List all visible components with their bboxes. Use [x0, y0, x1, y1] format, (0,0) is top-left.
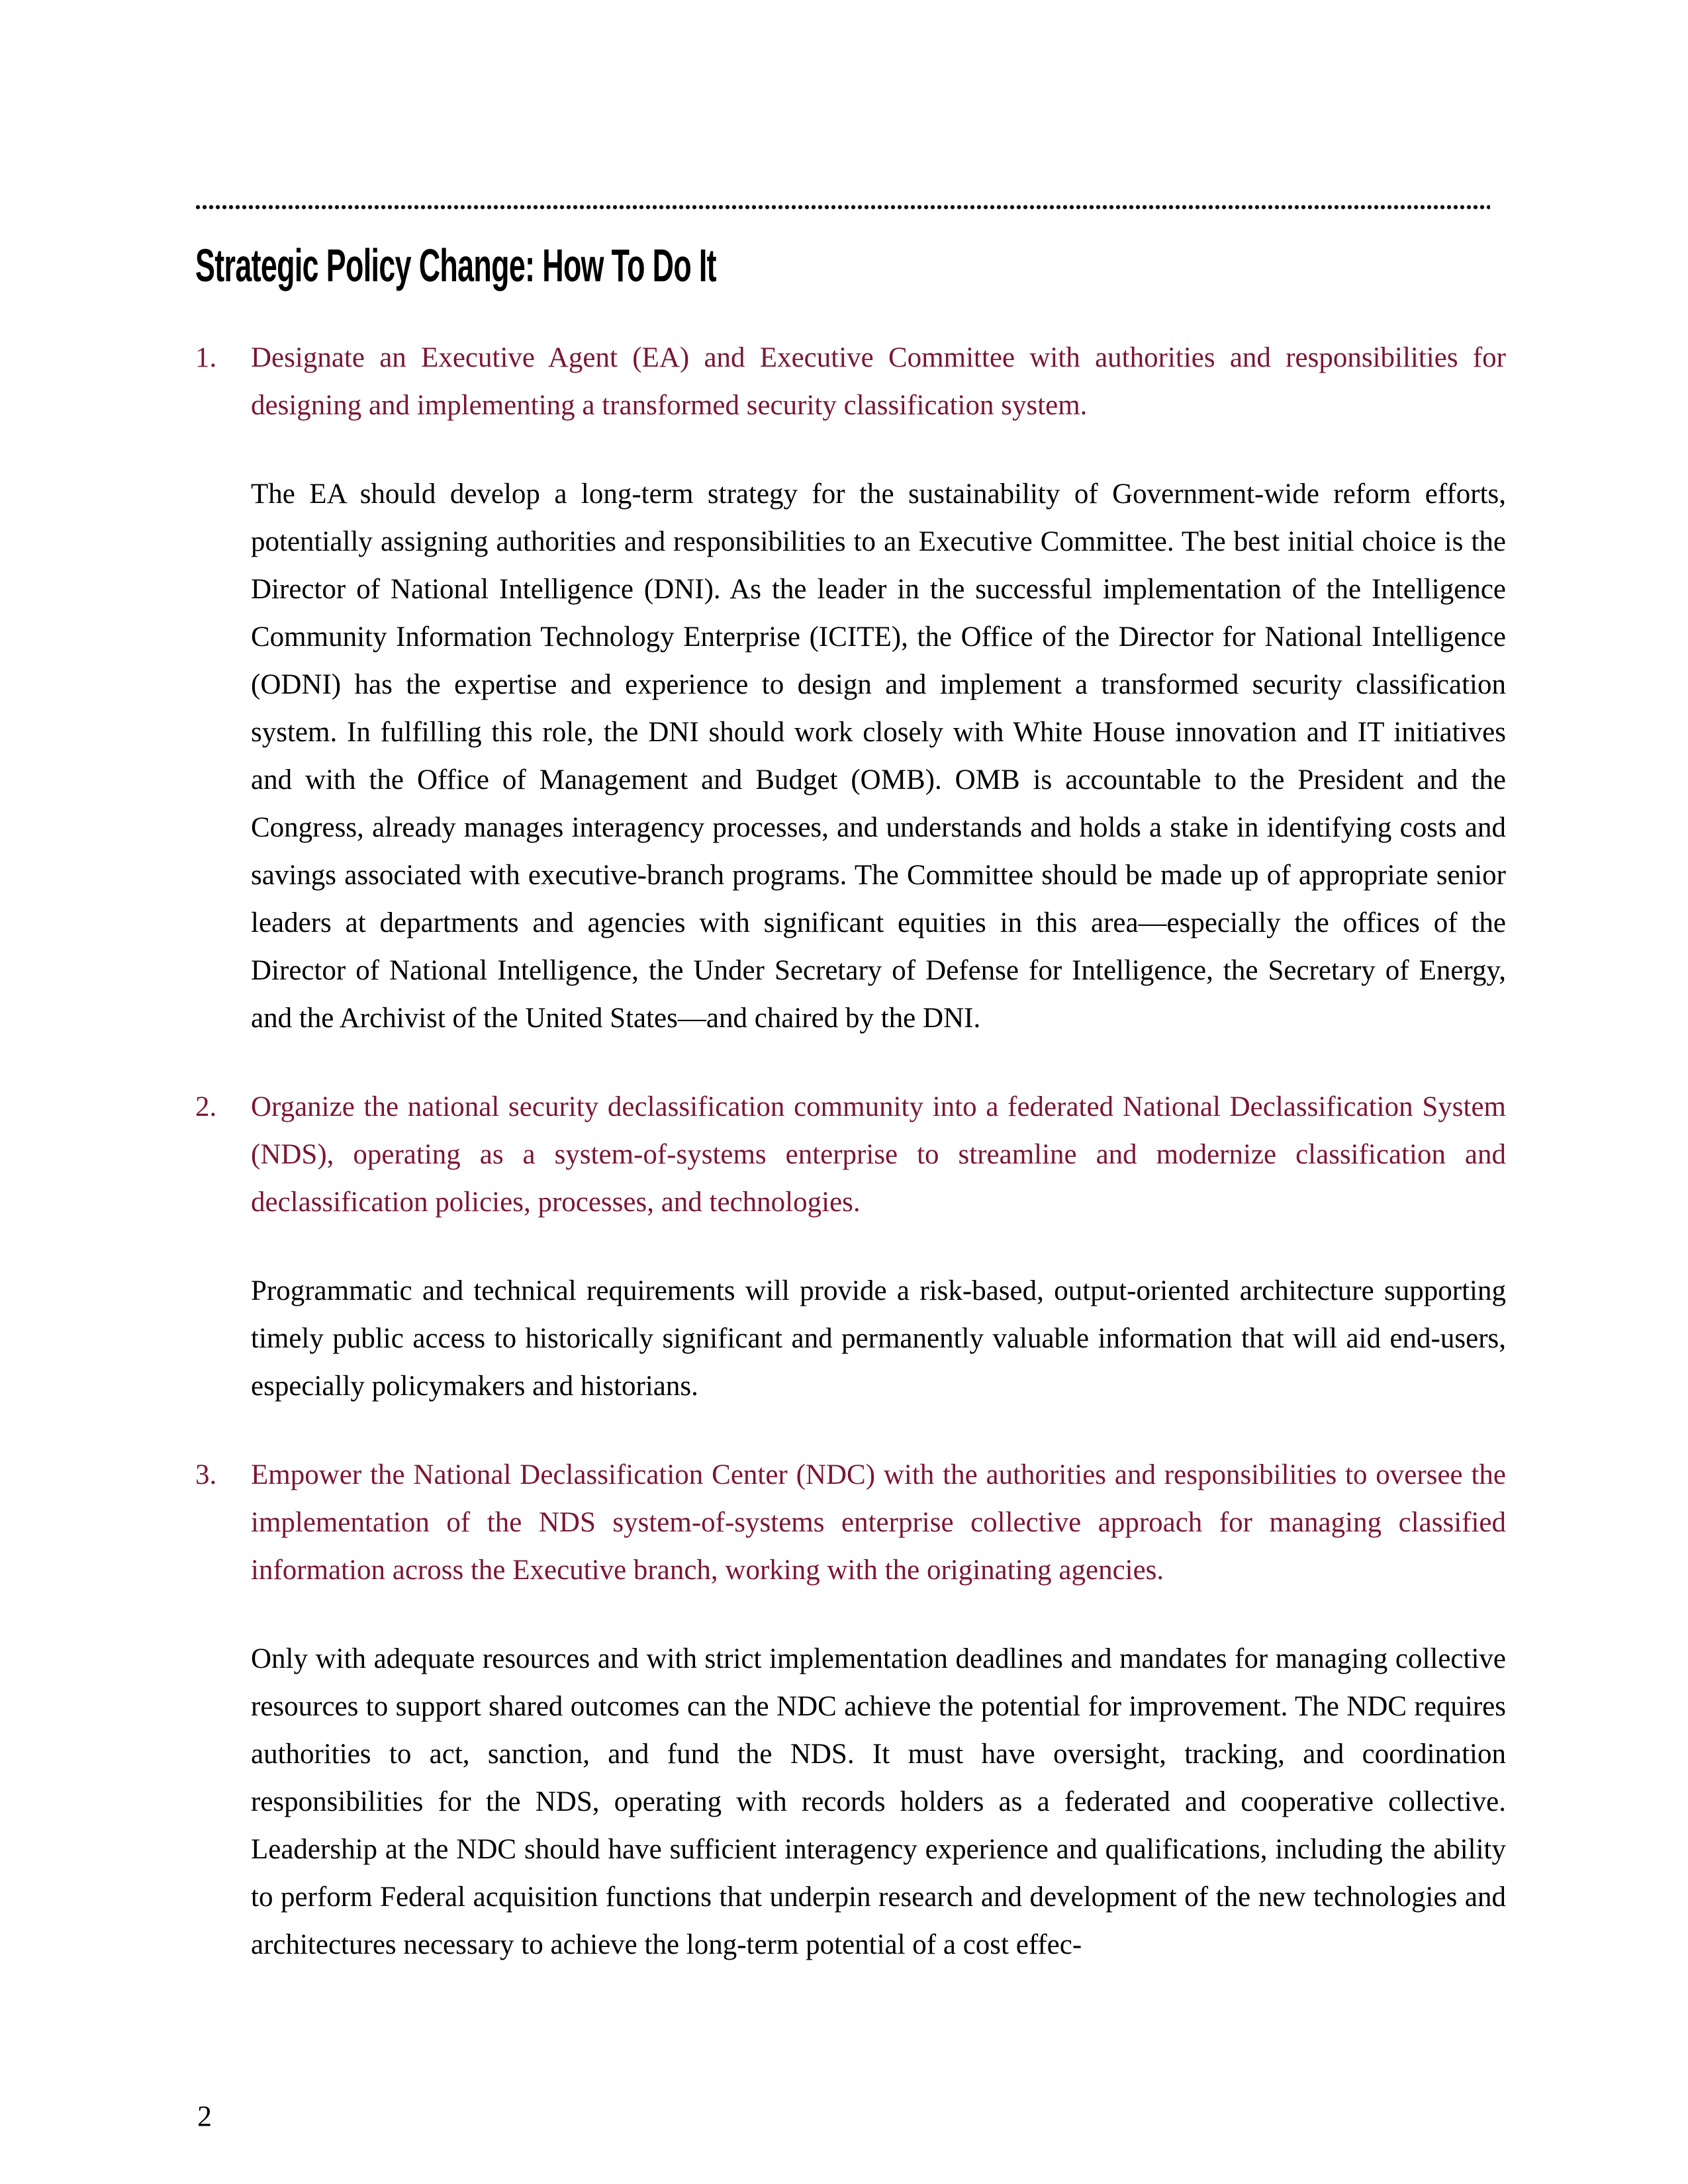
list-item [195, 1083, 1506, 1410]
item-body [251, 1451, 1506, 1969]
list-item [195, 1451, 1506, 1969]
item-paragraph: Only with adequate resources and with strict implementation deadlines and mandates for managing collective resources to support shared outcomes can the NDC achieve the potential for improvement. The NDC requires authorities to act, sanction, and fund the NDS. It must have oversight, tracking, and coordination responsibilities for the NDS, operating with records holders as a federated and cooperative collective. Leadership at the NDC should have sufficient interagency experience and qualifications, including the ability to perform Federal acquisition functions that underpin research and development of the new technologies and architectures necessary to achieve the long-term potential of a cost effec- [251, 1643, 1506, 1960]
page-content [195, 205, 1506, 1969]
list-item [195, 334, 1506, 1042]
item-number: 3. [195, 1459, 217, 1490]
page-title: Strategic Policy Change: How To Do It [195, 240, 716, 291]
page-number: 2 [197, 2100, 212, 2132]
item-heading: Empower the National Declassification Center (NDC) with the authorities and responsibilities to oversee the implementation of the NDS system-of-systems enterprise collective approach for managing classified information across the Executive branch, working with the originating agencies. [251, 1459, 1506, 1586]
item-number: 1. [195, 342, 217, 373]
numbered-recommendation-list [195, 334, 1506, 1969]
item-heading: Designate an Executive Agent (EA) and Executive Committee with authorities and responsibilities for designing and implementing a transformed security classification system. [251, 342, 1506, 421]
item-paragraph: Programmatic and technical requirements will provide a risk-based, output-oriented architecture supporting timely public access to historically significant and permanently valuable information that will aid end-users, especially policymakers and historians. [251, 1275, 1506, 1402]
item-heading: Organize the national security declassification community into a federated National Declassification System (NDS), operating as a system-of-systems enterprise to streamline and modernize classification and declassification policies, processes, and technologies. [251, 1091, 1506, 1218]
item-paragraph: The EA should develop a long-term strategy for the sustainability of Government-wide reform efforts, potentially assigning authorities and responsibilities to an Executive Committee. The best initial choice is the Director of National Intelligence (DNI). As the leader in the successful implementation of the Intelligence Community Information Technology Enterprise (ICITE), the Office of the Director for National Intelligence (ODNI) has the expertise and experience to design and implement a transformed security classification system. In fulfilling this role, the DNI should work closely with White House innovation and IT initiatives and with the Office of Management and Budget (OMB). OMB is accountable to the President and the Congress, already manages interagency processes, and understands and holds a stake in identifying costs and savings associated with executive-branch programs. The Committee should be made up of appropriate senior leaders at departments and agencies with significant equities in this area—especially the offices of the Director of National Intelligence, the Under Secretary of Defense for Intelligence, the Secretary of Energy, and the Archivist of the United States—and chaired by the DNI. [251, 478, 1506, 1034]
item-number: 2. [195, 1091, 217, 1122]
item-body [251, 1083, 1506, 1410]
item-body [251, 334, 1506, 1042]
dotted-divider [195, 205, 1490, 210]
